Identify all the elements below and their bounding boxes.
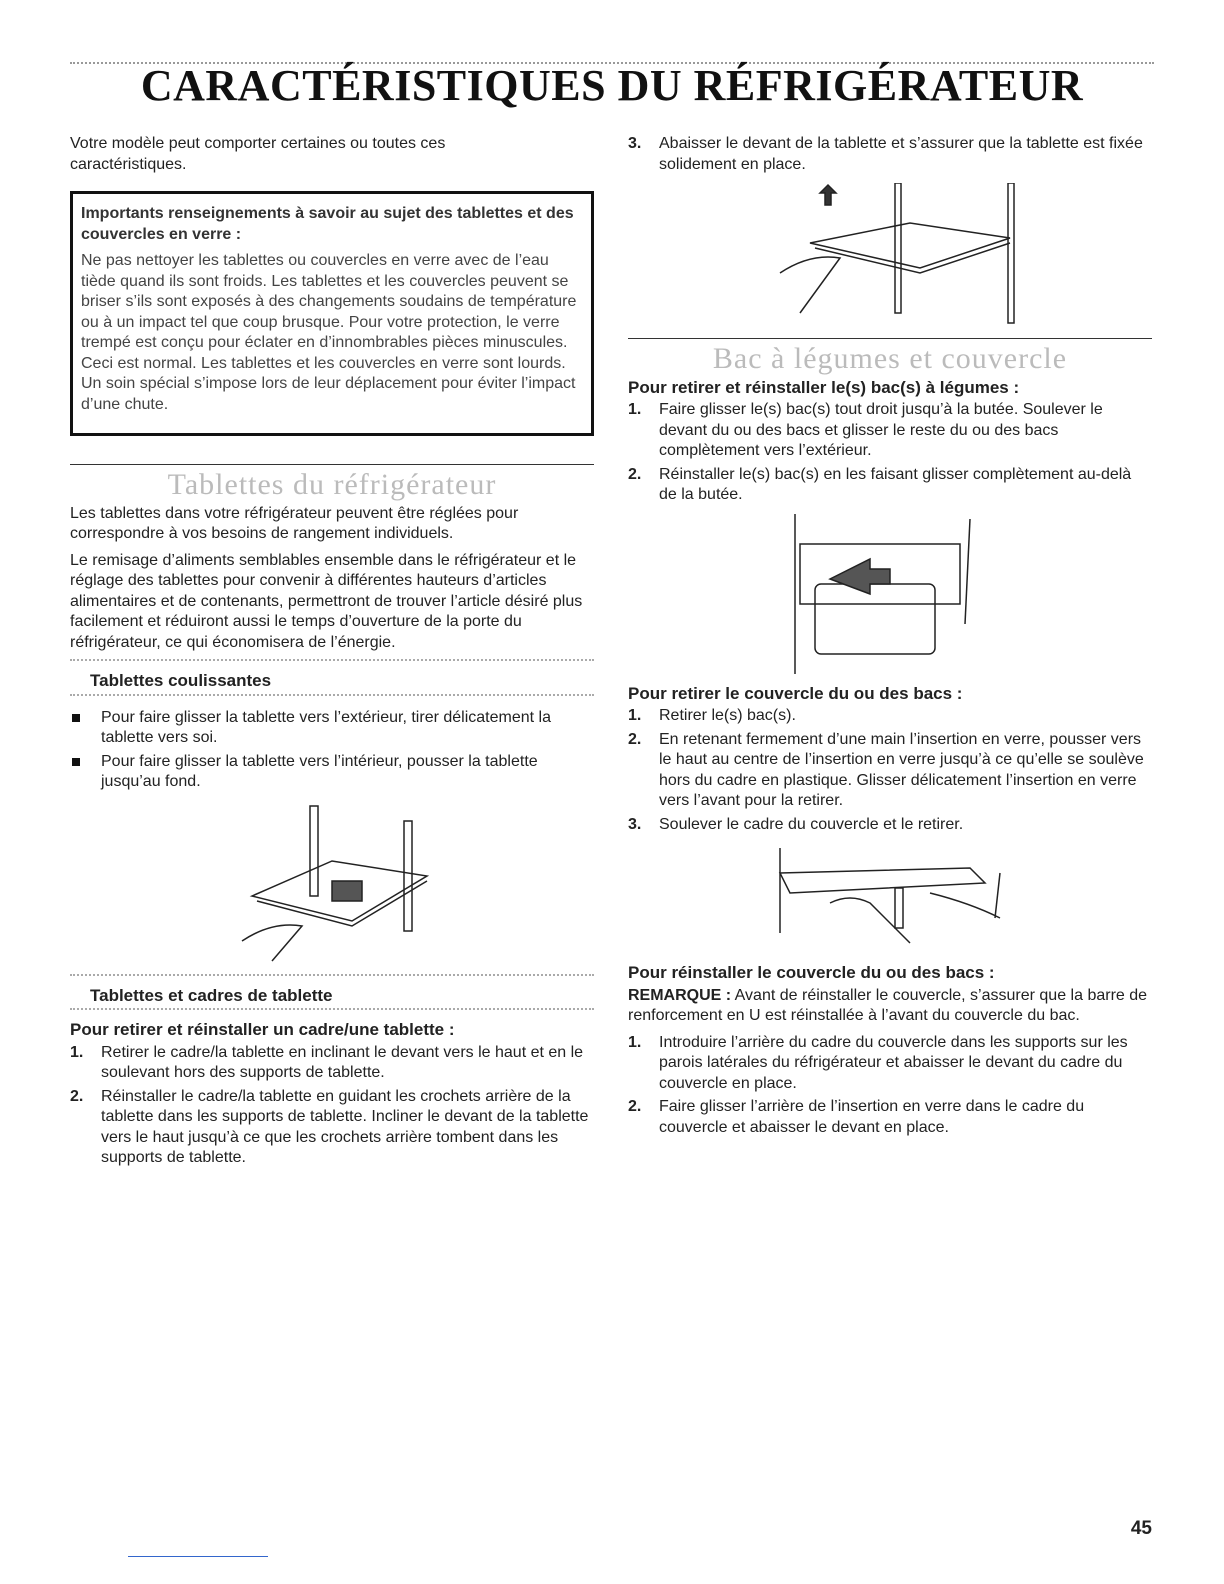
step-number: 2. <box>628 730 642 748</box>
left-column <box>70 134 594 1172</box>
list-item <box>70 752 594 793</box>
sliding-shelf-illustration <box>212 801 452 966</box>
step-text: Faire glisser l’arrière de l’insertion en verre dans le cadre du couvercle et abaisser le devant en place. <box>659 1098 1085 1136</box>
list-item-text: Pour faire glisser la tablette vers l’intérieur, pousser la tablette jusqu’au fond. <box>101 752 538 790</box>
step-item <box>628 706 1152 727</box>
step-text: Soulever le cadre du couvercle et le retirer. <box>659 815 964 833</box>
divider <box>70 464 594 465</box>
divider <box>628 338 1152 339</box>
step-item <box>70 1087 594 1169</box>
dotted-divider <box>70 694 594 696</box>
step-item <box>628 815 1152 836</box>
warning-title: Importants renseignements à savoir au sujet des tablettes et des couvercles en verre : <box>81 205 574 243</box>
note-label: REMARQUE : <box>628 986 732 1004</box>
step-text: En retenant fermement d’une main l’insertion en verre, pousser vers le haut au centre de l’insertion en verre jusqu’à ce qu’elle se soulève hors du cadre en plastique. Glisser délicatement l’insertion en verre vers l’avant pour la retirer. <box>659 730 1144 809</box>
dotted-divider <box>70 659 594 661</box>
remove-shelf-heading: Pour retirer et réinstaller un cadre/une tablette : <box>70 1020 455 1039</box>
remove-cover-heading: Pour retirer le couvercle du ou des bacs : <box>628 683 963 703</box>
warning-body: Ne pas nettoyer les tablettes ou couvercles en verre avec de l’eau tiède quand ils sont froids. Les tablettes et les couvercles peuvent se briser s’ils sont exposés à des changements soudains de température ou à un impact tel que coup brusque. Pour votre protection, le verre trempé est conçu pour éclater en d’innombrables pièces minuscules. Ceci est normal. Les tablettes et les couvercles en verre sont lourds. Un soin spécial s’impose lors de leur déplacement pour éviter l’impact d’une chute. <box>81 252 577 413</box>
step-item <box>628 730 1152 812</box>
list-item <box>70 708 594 749</box>
step-text: Réinstaller le cadre/la tablette en guidant les crochets arrière de la tablette dans les supports de tablette. Incliner le devant de la tablette vers le haut jusqu’à ce que les crochets arrière tombent dans les supports de tablette. <box>101 1087 589 1166</box>
shelves-paragraph-2: Le remisage d’aliments semblables ensemble dans le réfrigérateur et le réglage des tablettes pour convenir à différentes hauteurs d’articles alimentaires et de contenants, permettront de trouver l’article désiré plus facilement et réduiront aussi le temps d’ouverture de la porte du réfrigérateur, ce qui économisera de l’énergie. <box>70 551 583 651</box>
subsection-shelf-frames: Tablettes et cadres de tablette <box>90 985 333 1005</box>
step-text: Réinstaller le(s) bac(s) en les faisant glisser complètement au-delà de la butée. <box>659 465 1132 503</box>
bullet-icon <box>72 758 80 766</box>
reinstall-cover-heading: Pour réinstaller le couvercle du ou des bacs : <box>628 963 995 982</box>
step-item <box>628 465 1152 506</box>
dotted-divider <box>70 974 594 976</box>
shelves-paragraph-1: Les tablettes dans votre réfrigérateur peuvent être réglées pour correspondre à vos besoins de rangement individuels. <box>70 504 519 542</box>
step-number: 1. <box>70 1043 84 1061</box>
subsection-sliding-shelves: Tablettes coulissantes <box>90 671 272 690</box>
step-number: 1. <box>628 707 642 724</box>
crisper-cover-illustration <box>770 843 1010 953</box>
bullet-icon <box>72 714 80 722</box>
step-text: Abaisser le devant de la tablette et s’assurer que la tablette est fixée solidement en place. <box>659 135 1143 173</box>
step-text: Faire glisser le(s) bac(s) tout droit jusqu’à la butée. Soulever le devant du ou des bacs et glisser le reste du ou des bacs complètement vers l’extérieur. <box>659 401 1103 459</box>
note-text: Avant de réinstaller le couvercle, s’assurer que la barre de renforcement en U est réinstallée à l’avant du couvercle du bac. <box>628 986 1148 1024</box>
section-heading-crisper: Bac à légumes et couvercle <box>712 342 1068 375</box>
shelf-frame-illustration <box>760 183 1020 328</box>
step-number: 2. <box>70 1087 84 1105</box>
step-text: Introduire l’arrière du cadre du couvercle dans les supports sur les parois latérales du réfrigérateur et abaisser le devant du cadre du couvercle en place. <box>659 1033 1128 1092</box>
step-number: 1. <box>628 401 642 418</box>
intro-text: Votre modèle peut comporter certaines ou toutes ces caractéristiques. <box>70 135 446 173</box>
step-number: 3. <box>628 135 642 152</box>
step-item <box>628 400 1152 462</box>
step-item <box>628 1033 1152 1095</box>
remove-crisper-heading: Pour retirer et réinstaller le(s) bac(s) à légumes : <box>628 377 1020 397</box>
page-title: CARACTÉRISTIQUES DU RÉFRIGÉRATEUR <box>140 61 1084 110</box>
step-number: 3. <box>628 815 642 833</box>
dotted-divider <box>70 1008 594 1010</box>
list-item-text: Pour faire glisser la tablette vers l’extérieur, tirer délicatement la tablette vers soi. <box>101 708 551 746</box>
step-number: 1. <box>628 1033 642 1051</box>
crisper-drawer-illustration <box>790 514 990 674</box>
step-number: 2. <box>628 1098 642 1115</box>
warning-box <box>70 191 594 436</box>
footer-line <box>128 1556 268 1557</box>
page-number: 45 <box>1130 1518 1152 1539</box>
step-item <box>628 134 1152 175</box>
step-item <box>628 1097 1152 1138</box>
step-text: Retirer le cadre/la tablette en inclinant le devant vers le haut et en le soulevant hors des supports de tablette. <box>101 1043 584 1081</box>
right-column <box>628 134 1152 1141</box>
section-heading-shelves: Tablettes du réfrigérateur <box>167 468 497 501</box>
step-text: Retirer le(s) bac(s). <box>659 707 796 724</box>
step-item <box>70 1043 594 1084</box>
step-number: 2. <box>628 465 642 483</box>
